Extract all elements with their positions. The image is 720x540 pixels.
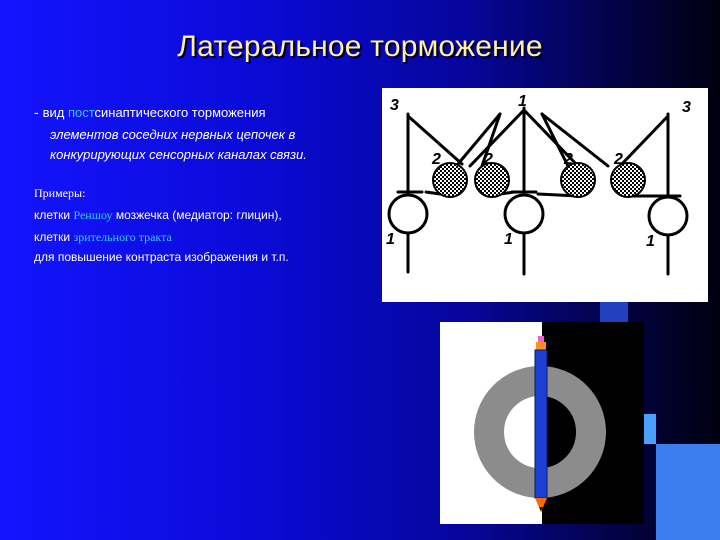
inhibitory-neuron-3 xyxy=(561,163,595,197)
neuron-center xyxy=(505,195,543,233)
diagram-svg xyxy=(382,88,708,302)
label-1-top: 1 xyxy=(518,93,527,110)
label-3-right: 3 xyxy=(682,99,691,116)
definition-line-3-text: конкурирующих сенсорных каналах связи. xyxy=(50,147,307,162)
example-renshaw-prefix: клетки xyxy=(34,208,74,222)
example-renshaw-suffix: мозжечка (медиатор: глицин), xyxy=(112,208,282,222)
neuron-left xyxy=(389,195,427,233)
neuron-right xyxy=(649,197,687,235)
inhibitory-neuron-4 xyxy=(611,163,645,197)
definition-highlight: пост xyxy=(67,105,95,120)
deco-square-large xyxy=(656,444,720,540)
example-visual-highlight: зрительного тракта xyxy=(73,230,172,244)
pencil-eraser xyxy=(538,336,544,342)
example-visual xyxy=(34,230,172,245)
collateral-r1 xyxy=(620,116,668,166)
definition-line-3 xyxy=(50,147,307,162)
definition-line-1 xyxy=(34,104,266,120)
label-2-c: 2 xyxy=(564,151,573,168)
example-renshaw-highlight: Реншоу xyxy=(73,208,113,222)
definition-line-2-text: элементов соседних нервных цепочек в xyxy=(50,127,296,142)
example-purpose: для повышение контраста изображения и т.п. xyxy=(34,250,289,264)
example-renshaw xyxy=(34,208,282,223)
lateral-inhibition-diagram xyxy=(382,88,708,302)
inhibitory-neuron-2 xyxy=(475,163,509,197)
pencil-ferrule xyxy=(536,342,546,350)
label-3-left: 3 xyxy=(390,97,399,114)
definition-dash: - xyxy=(34,104,43,120)
label-2-d: 2 xyxy=(614,151,623,168)
label-2-a: 2 xyxy=(432,151,441,168)
definition-rest: синаптического торможения xyxy=(94,105,266,120)
label-1-left: 1 xyxy=(386,231,395,248)
label-1-right: 1 xyxy=(646,233,655,250)
contrast-illusion-image xyxy=(440,322,644,524)
definition-line-2 xyxy=(50,127,295,142)
definition-lead: вид xyxy=(42,105,68,120)
examples-heading: Примеры: xyxy=(34,186,86,200)
example-visual-prefix: клетки xyxy=(34,230,74,244)
inhibitory-neuron-1 xyxy=(433,163,467,197)
pencil-body xyxy=(535,350,547,498)
illusion-svg xyxy=(440,322,644,524)
label-1-center: 1 xyxy=(504,231,513,248)
label-2-b: 2 xyxy=(484,151,493,168)
slide-title: Латеральное торможение xyxy=(177,30,543,63)
